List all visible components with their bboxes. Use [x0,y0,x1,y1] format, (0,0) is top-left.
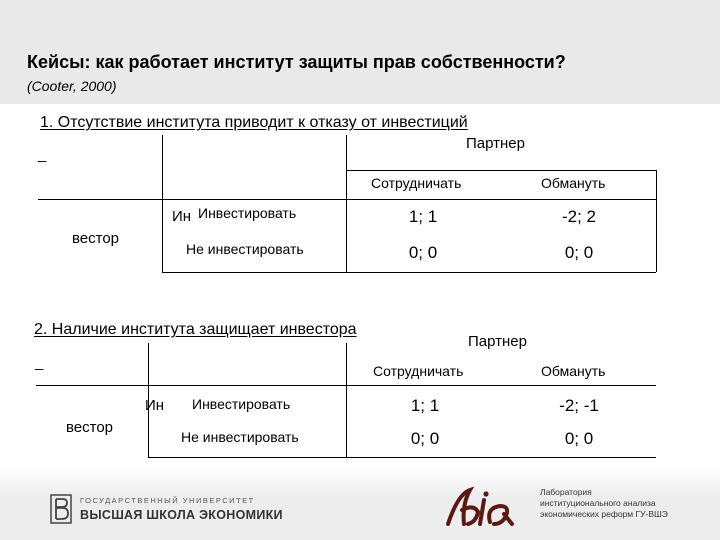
lab-line2: институционального анализа [540,498,656,508]
game1-player-part1: Ин [172,208,192,225]
lab-line1: Лаборатория [540,487,592,497]
slide-title: Кейсы: как работает институт защиты прав собственности? [27,52,566,72]
game1-row-not-invest: Не инвестировать [186,241,304,257]
game1-rule-top [346,170,656,171]
game1-rule-mid [346,135,347,272]
game2-partner-label: Партнер [468,333,527,350]
lab-line3: экономических реформ ГУ-ВШЭ [540,509,668,519]
game1-heading: 1. Отсутствие института приводит к отказу от инвестиций [40,114,468,131]
game1-player-part2: вестор [72,230,120,247]
game1-rule-bottom [162,272,656,273]
game1-partner-label: Партнер [466,135,525,152]
game2-row-not-invest: Не инвестировать [181,429,299,445]
game2-player-part2: вестор [66,419,114,436]
game1-row-invest: Инвестировать [198,205,297,221]
game1-rule-header [38,199,656,200]
game1-payoff-noinvest-cheat: 0; 0 [564,243,594,262]
game1-rule-right [656,170,657,272]
game2-col-cheat: Обмануть [541,363,606,379]
game2-col-cooperate: Сотрудничать [373,363,464,379]
hse-logo-icon [50,494,72,524]
hse-name-line1: ГОСУДАРСТВЕННЫЙ УНИВЕРСИТЕТ [80,496,255,505]
game2-payoff-noinvest-cooperate: 0; 0 [410,429,440,448]
game2-payoff-noinvest-cheat: 0; 0 [564,429,594,448]
game1-player-dash: _ [38,146,47,163]
game2-heading: 2. Наличие института защищает инвестора [34,321,357,338]
game1-col-cheat: Обмануть [541,175,606,191]
game1-rule-left [162,135,163,272]
game2-player-dash: _ [35,354,44,371]
game2-payoff-invest-cheat: -2; -1 [559,396,599,415]
game1-payoff-invest-cooperate: 1; 1 [408,207,438,226]
lab-caption [540,487,668,520]
game2-player-part1: Ин [145,397,165,414]
game1-payoff-invest-cheat: -2; 2 [561,207,597,226]
game2-rule-bottom [148,457,656,458]
game2-rule-mid [346,343,347,457]
lab-logo-icon [440,484,520,532]
slide-subtitle: (Cooter, 2000) [27,78,117,94]
hse-name-line2: ВЫСШАЯ ШКОЛА ЭКОНОМИКИ [80,508,283,522]
game1-payoff-noinvest-cooperate: 0; 0 [408,243,438,262]
game2-payoff-invest-cooperate: 1; 1 [410,396,440,415]
game1-col-cooperate: Сотрудничать [371,175,462,191]
game2-row-invest: Инвестировать [192,396,291,412]
